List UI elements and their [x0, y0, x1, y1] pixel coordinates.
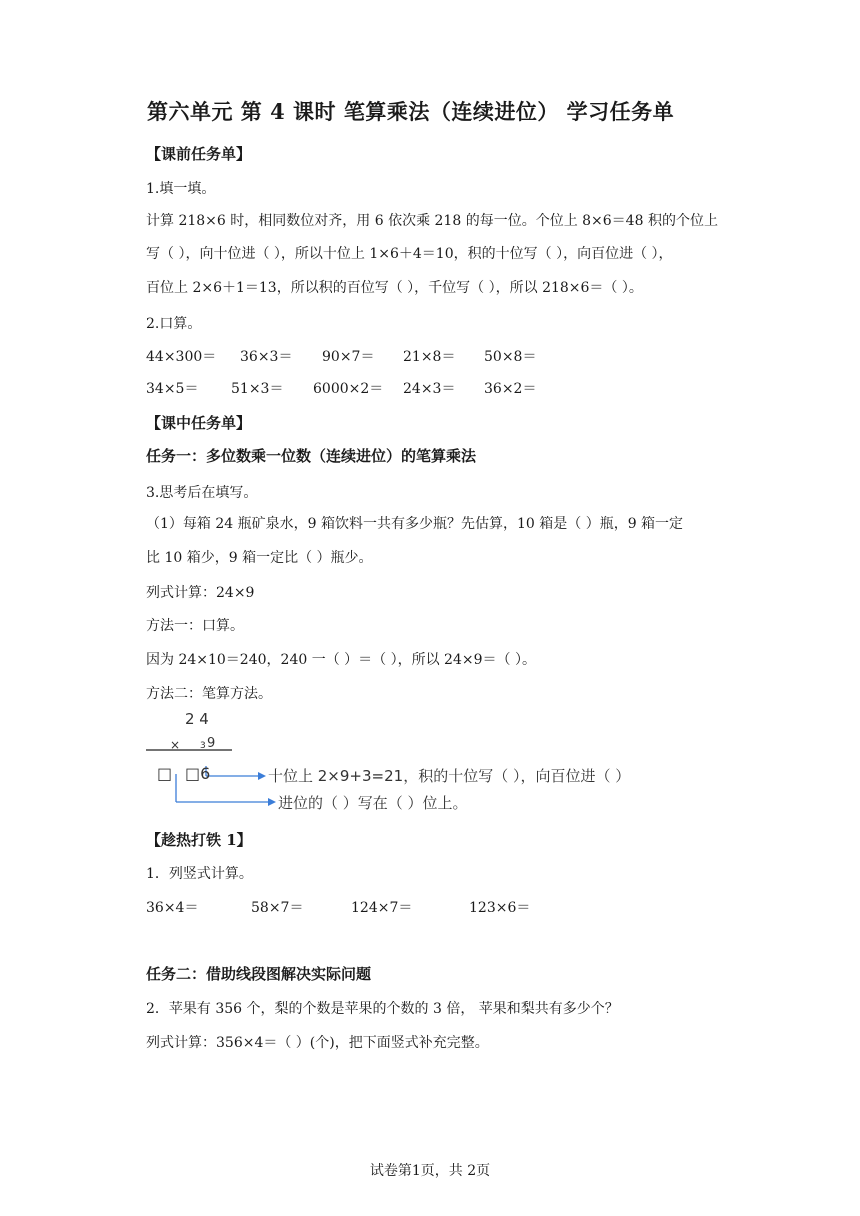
oral-item: 51×3＝ — [231, 381, 284, 397]
q3-title: 3.思考后在填写。 — [146, 485, 258, 501]
oral-item: 44×300＝ — [146, 349, 217, 365]
task2-question: 2．苹果有 356 个，梨的个数是苹果的个数的 3 倍， 苹果和梨共有多少个？ — [146, 1001, 619, 1017]
formula: 列式计算：24×9 — [146, 585, 255, 601]
q3-line: 比 10 箱少，9 箱一定比（ ）瓶少。 — [146, 550, 373, 566]
note-tens: 十位上 2×9+3=21，积的十位写（ ），向百位进（ ） — [268, 767, 631, 785]
page-title: 第六单元 第 4 课时 笔算乘法（连续进位） 学习任务单 — [147, 99, 675, 124]
practice-item: 124×7＝ — [351, 900, 413, 916]
oral-item: 6000×2＝ — [313, 381, 384, 397]
practice-title: 1．列竖式计算。 — [146, 866, 253, 882]
oral-item: 50×8＝ — [484, 349, 537, 365]
answer-box: □ — [157, 764, 173, 783]
oral-item: 36×2＝ — [484, 381, 537, 397]
answer-result: □6 — [185, 764, 211, 783]
oral-item: 24×3＝ — [403, 381, 456, 397]
practice-item: 36×4＝ — [146, 900, 199, 916]
page-footer: 试卷第1页，共 2页 — [369, 1163, 491, 1179]
oral-item: 21×8＝ — [403, 349, 456, 365]
q1-title: 1.填一填。 — [146, 181, 216, 197]
times-sign: × — [170, 738, 181, 752]
note-carry: 进位的（ ）写在（ ）位上。 — [278, 794, 468, 812]
method1-line: 因为 24×10＝240，240 一（ ）＝（ ），所以 24×9＝（ ）。 — [146, 652, 536, 668]
practice-item: 123×6＝ — [469, 900, 531, 916]
q2-title: 2.口算。 — [146, 316, 202, 332]
q1-line: 计算 218×6 时，相同数位对齐，用 6 依次乘 218 的每一位。个位上 8×6＝48 积的个位上 — [146, 213, 718, 229]
oral-item: 34×5＝ — [146, 381, 199, 397]
pre-task-heading: 【课前任务单】 — [146, 145, 252, 163]
oral-item: 36×3＝ — [240, 349, 293, 365]
task1-title: 任务一：多位数乘一位数（连续进位）的笔算乘法 — [146, 447, 477, 465]
carry-digit: 3 — [200, 741, 206, 751]
q1-line: 写（ ），向十位进（ ），所以十位上 1×6＋4＝10，积的十位写（ ），向百位进（ ）， — [146, 246, 673, 262]
task2-title: 任务二：借助线段图解决实际问题 — [146, 965, 372, 983]
practice-item: 58×7＝ — [251, 900, 304, 916]
practice-heading: 【趁热打铁 1】 — [146, 831, 252, 849]
task2-formula: 列式计算：356×4＝（ ）(个)，把下面竖式补充完整。 — [146, 1035, 489, 1051]
q3-line: （1）每箱 24 瓶矿泉水，9 箱饮料一共有多少瓶？先估算，10 箱是（ ）瓶，9 箱一定 — [146, 516, 684, 532]
q1-line: 百位上 2×6＋1＝13，所以积的百位写（ ），千位写（ ），所以 218×6＝（ ）。 — [146, 280, 643, 296]
in-class-heading: 【课中任务单】 — [146, 414, 252, 432]
top-digits: 2 4 — [185, 710, 209, 728]
oral-item: 90×7＝ — [322, 349, 375, 365]
multiplier-digit: 9 — [207, 736, 216, 751]
method2-label: 方法二：笔算方法。 — [146, 686, 272, 702]
method1-label: 方法一：口算。 — [146, 618, 244, 634]
vertical-multiplication-diagram — [140, 708, 660, 820]
